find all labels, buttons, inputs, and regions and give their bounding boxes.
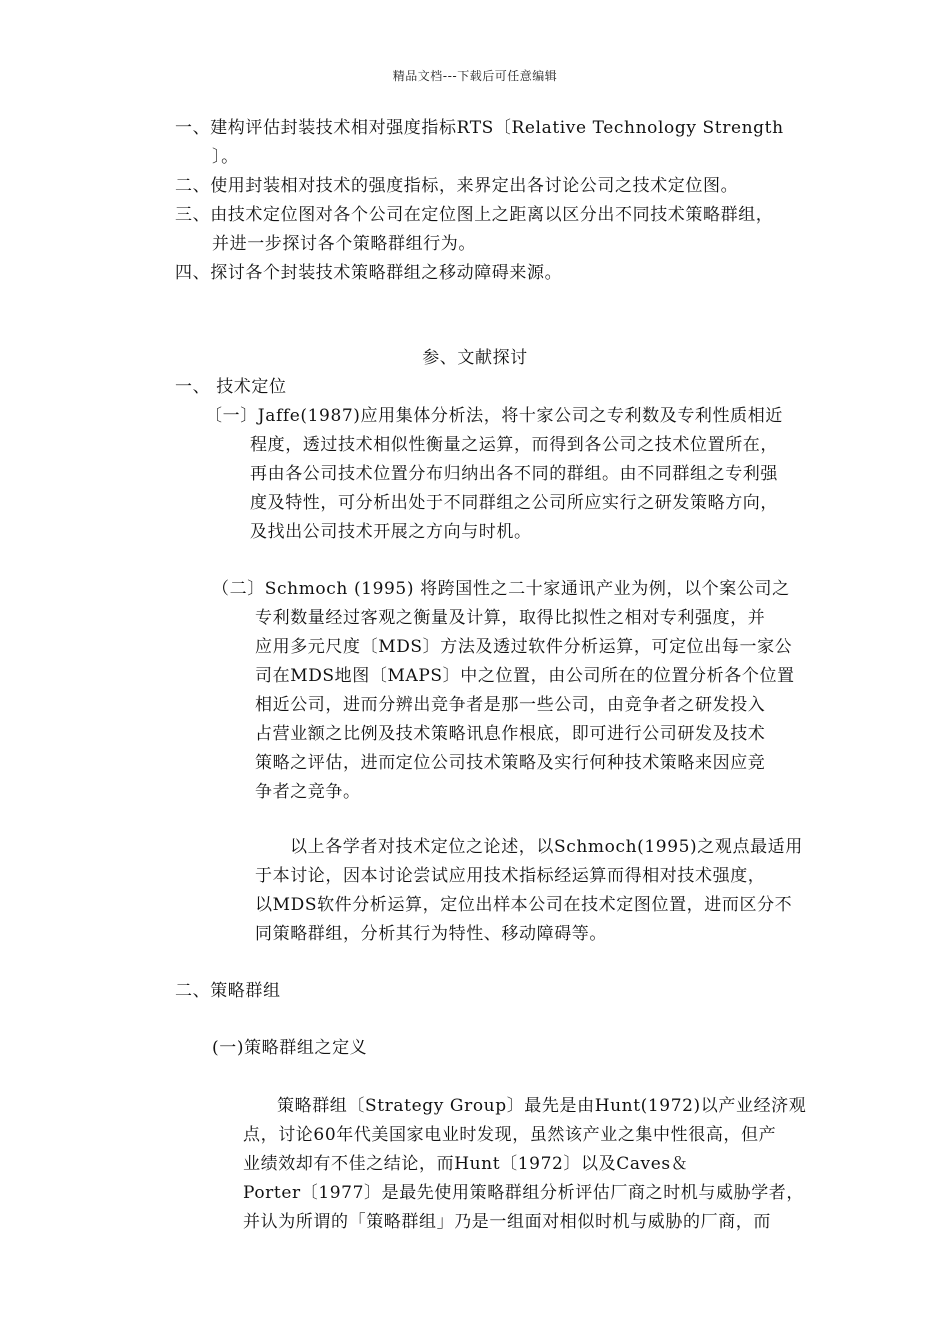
item2-line-6: 占营业额之比例及技术策略讯息作根底，即可进行公司研发及技术: [255, 724, 766, 744]
item2-line-5: 相近公司，进而分辨出竞争者是那一些公司，由竞争者之研发投入: [255, 695, 766, 715]
item1-line-4: 度及特性，可分析出处于不同群组之公司所应实行之研发策略方向，: [250, 493, 778, 513]
item2-line-1: （二〕Schmoch (1995) 将跨国性之二十家通讯产业为例，以个案公司之: [212, 579, 790, 599]
strategy-paragraph-line-1: 策略群组〔Strategy Group〕最先是由Hunt(1972)以产业经济观: [277, 1096, 807, 1116]
objective-line-3-cont: 并进一步探讨各个策略群组行为。: [212, 234, 476, 254]
strategy-paragraph-line-3: 业绩效却有不佳之结论，而Hunt〔1972〕以及Caves＆: [243, 1154, 689, 1174]
item1-line-2: 程度，透过技术相似性衡量之运算，而得到各公司之技术位置所在，: [250, 435, 778, 455]
item2-line-8: 争者之竞争。: [255, 782, 361, 802]
section-title: 参、文献探讨: [422, 348, 528, 368]
item1-line-3: 再由各公司技术位置分布归纳出各不同的群组。由不同群组之专利强: [250, 464, 778, 484]
objective-line-2: 二、使用封装相对技术的强度指标，来界定出各讨论公司之技术定位图。: [175, 176, 739, 196]
item2-line-7: 策略之评估，进而定位公司技术策略及实行何种技术策略来因应竞: [255, 753, 766, 773]
strategy-paragraph-line-4: Porter〔1977〕是最先使用策略群组分析评估厂商之时机与威胁学者，: [243, 1183, 804, 1203]
strategy-paragraph-line-2: 点，讨论60年代美国家电业时发现，虽然该产业之集中性很高，但产: [243, 1125, 777, 1145]
objective-line-3: 三、由技术定位图对各个公司在定位图上之距离以区分出不同技术策略群组，: [175, 205, 774, 225]
item1-line-5: 及找出公司技术开展之方向与时机。: [250, 522, 532, 542]
strategy-group-definition-heading: (一)策略群组之定义: [212, 1038, 368, 1058]
summary-line-4: 同策略群组，分析其行为特性、移动障碍等。: [255, 924, 607, 944]
subsection-heading-strategy-group: 二、策略群组: [175, 981, 281, 1001]
summary-line-2: 于本讨论，因本讨论尝试应用技术指标经运算而得相对技术强度，: [255, 866, 766, 886]
item2-line-2: 专利数量经过客观之衡量及计算，取得比拟性之相对专利强度，并: [255, 608, 766, 628]
objective-line-1: 一、建构评估封装技术相对强度指标RTS〔Relative Technology Strength: [175, 118, 784, 138]
item2-line-3: 应用多元尺度〔MDS〕方法及透过软件分析运算，可定位出每一家公: [255, 637, 793, 657]
item1-line-1: 〔一〕Jaffe(1987)应用集体分析法，将十家公司之专利数及专利性质相近: [205, 406, 783, 426]
page-header: 精品文档---下载后可任意编辑: [392, 69, 558, 83]
subsection-heading-tech-position: 一、 技术定位: [175, 377, 287, 397]
objective-line-1-cont: 〕。: [212, 147, 239, 167]
item2-line-4: 司在MDS地图〔MAPS〕中之位置，由公司所在的位置分析各个位置: [255, 666, 795, 686]
objective-line-4: 四、探讨各个封装技术策略群组之移动障碍来源。: [175, 263, 563, 283]
summary-line-3: 以MDS软件分析运算，定位出样本公司在技术定图位置，进而区分不: [255, 895, 793, 915]
summary-line-1: 以上各学者对技术定位之论述，以Schmoch(1995)之观点最适用: [290, 837, 803, 857]
strategy-paragraph-line-5: 并认为所谓的「策略群组」乃是一组面对相似时机与威胁的厂商，而: [243, 1212, 771, 1232]
